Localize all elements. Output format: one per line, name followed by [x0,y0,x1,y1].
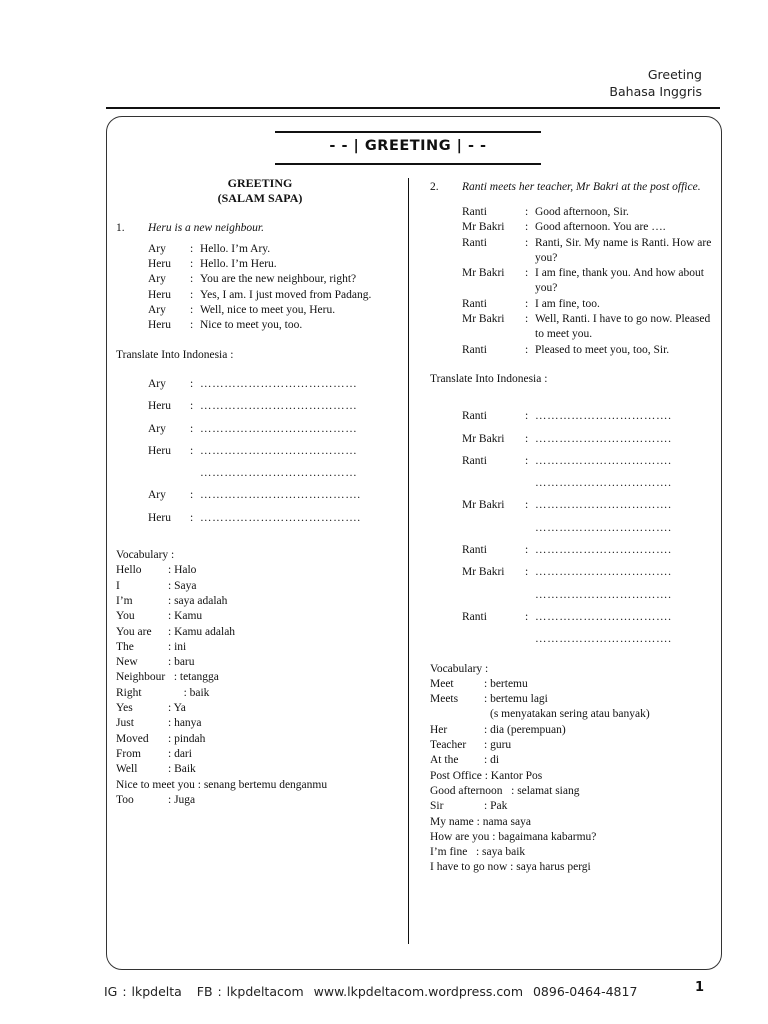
dialogue-number: 2. [430,181,439,193]
answer-blank[interactable]: ………………………………… [200,400,358,413]
answer-blank[interactable]: ……………………………. [535,499,672,512]
answer-blank[interactable]: ………………………………… [200,377,358,390]
page-header [609,66,702,100]
speaker: Mr Bakri [462,221,505,234]
dialogue-line: Hello. I’m Ary. [200,242,271,255]
dialogue-1: Ary : Hello. I’m Ary. Heru : Hello. I’m Heru. Ary : You are the new neighbour, right? Heru : Yes, I am. I just moved from Padang. Ary : Well, nice to meet you, Heru. Heru : Nice to meet you, too. [148,242,404,334]
speaker: Ary [148,242,166,255]
translate-block-1 [116,377,404,526]
dialogue-line: I am fine, thank you. And how about you? [535,267,704,295]
vocabulary-list: Hello : Halo I : Saya I’m : saya adalah You : Kamu You are : Kamu adalah The : ini New : baru Neighbour : tetangga Right : baik Yes : Ya Just : hanya Moved : pindah From : dari Well : Baik Nice to meet you : senang bertemu denganmu Too : Juga [116,564,328,806]
answer-blank[interactable]: ………………………………… [200,444,358,457]
answer-blank[interactable]: …………………………………. [200,511,361,524]
vocabulary-label: Vocabulary : [116,549,175,562]
section-heading: GREETING [227,176,293,190]
translate-row: Heru : ………………………………… [148,444,404,459]
translate-row: Heru : ………………………………… [148,399,404,414]
scenario-text: Ranti meets her teacher, Mr Bakri at the post office. [462,181,701,193]
answer-blank[interactable]: ……………………………. [535,477,672,490]
answer-blank[interactable]: ……………………………. [535,633,672,646]
dialogue-scenario [116,221,404,236]
header-subject: Bahasa Inggris [609,84,702,99]
dialogue-line: Ranti, Sir. My name is Ranti. How are you? [535,236,712,264]
answer-blank[interactable]: ……………………………. [535,610,672,623]
dialogue-line: Good afternoon, Sir. [535,206,629,218]
answer-blank[interactable]: ……………………………. [535,521,672,534]
translate-block-2: Ranti : ……………………………. Mr Bakri : ……………………………. Ranti : ……………………………. ……………………………. Mr Bakri : ……………………………. ……………………………. Ranti : ……………………………. Mr Bakri : ……………………………. ……………………………. Ranti : ……………………………. ……………………………. [430,409,712,647]
title-rule-top [275,131,541,133]
speaker: Mr Bakri [462,313,505,326]
page-title: - - | GREETING | - - [329,138,487,154]
speaker: Ranti [462,297,487,310]
header-rule [106,107,720,109]
dialogue-line: Well, Ranti. I have to go now. Pleased to meet you. [535,313,711,341]
vocabulary-list: Meet : bertemu Meets : bertemu lagi (s menyatakan sering atau banyak) Her : dia (perempuan) Teacher : guru At the : di Post Office : Kantor Pos Good afternoon : selamat siang Sir : Pak My name : nama saya How are you : bagaimana kabarmu? I’m fine : saya baik I have to go now : saya harus pergi [430,677,650,874]
speaker: Mr Bakri [462,267,505,280]
header-title: Greeting [647,67,702,82]
answer-blank[interactable]: ……………………………. [535,566,672,579]
speaker: Ranti [462,236,487,249]
speaker: Heru [148,319,171,332]
dialogue-line: Pleased to meet you, too, Sir. [535,343,670,356]
dialogue-line: Good afternoon. You are …. [535,221,666,234]
answer-blank[interactable]: ………………………………… [200,422,358,435]
speaker: Ranti [462,343,487,356]
answer-blank[interactable]: ………………………………… [200,467,358,480]
scenario-text: Heru is a new neighbour. [148,221,264,234]
translate-label: Translate Into Indonesia : [430,372,548,385]
translate-label: Translate Into Indonesia : [116,348,234,361]
dialogue-line: Yes, I am. I just moved from Padang. [200,288,372,301]
dialogue-line: I am fine, too. [535,297,600,310]
translate-row [148,466,404,481]
dialogue-2: Ranti : Good afternoon, Sir. Mr Bakri : Good afternoon. You are …. Ranti : Ranti, Sir. My name is Ranti. How are you? Mr Bakri : I am fine, thank you. And how about you? Ranti : I am fine, too. Mr Bakri : Well, Ranti. I have to go now. Pleased to meet you. Ranti : Pleased to meet you, too, Sir. [462,205,712,358]
dialogue-line: You are the new neighbour, right? [200,273,357,286]
answer-blank[interactable]: ……………………………. [535,588,672,601]
dialogue-line: Nice to meet you, too. [200,319,303,332]
translate-row: Ary : …………………………………. [148,488,404,503]
dialogue-scenario [430,176,712,199]
translate-row: Ary : ………………………………… [148,377,404,392]
dialogue-line: Hello. I’m Heru. [200,258,277,271]
speaker: Ranti [462,206,487,218]
speaker: Heru [148,258,171,271]
dialogue-line: Well, nice to meet you, Heru. [200,304,336,317]
section-subheading: (SALAM SAPA) [217,191,303,206]
title-rule-bottom [275,163,541,165]
speaker: Ary [148,273,166,286]
footer-contact: IG : lkpdelta FB : lkpdeltacom www.lkpdeltacom.wordpress.com 0896-0464-4817 [104,984,638,999]
answer-blank[interactable]: …………………………………. [200,489,361,502]
answer-blank[interactable]: ……………………………. [535,454,672,467]
dialogue-number: 1. [116,221,125,234]
translate-row: Heru : …………………………………. [148,511,404,526]
answer-blank[interactable]: ……………………………. [535,410,672,423]
translate-row: Ary : ………………………………… [148,422,404,437]
vocabulary-label: Vocabulary : [430,662,489,675]
right-column [430,176,712,876]
speaker: Ary [148,304,166,317]
answer-blank[interactable]: ……………………………. [535,544,672,557]
column-divider [408,178,409,944]
left-column [116,176,404,808]
speaker: Heru [148,288,171,301]
answer-blank[interactable]: ……………………………. [535,432,672,445]
page-number: 1 [694,980,704,995]
